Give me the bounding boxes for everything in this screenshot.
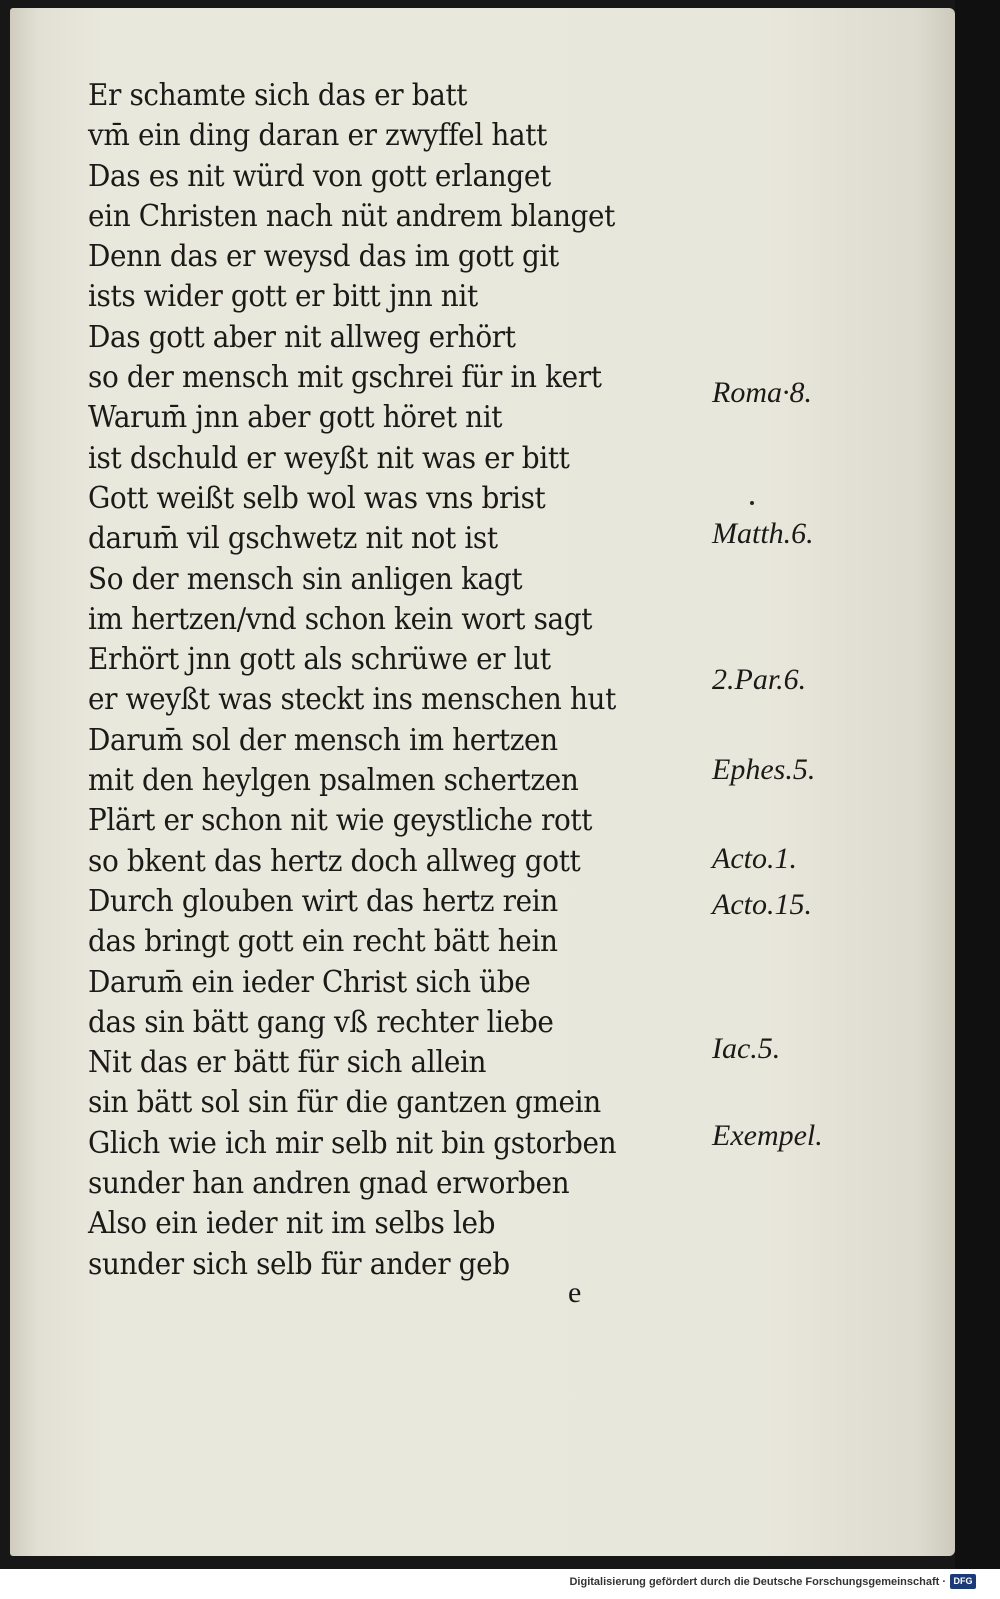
verse-line: Darum̄ ein ieder Christ sich übe	[88, 964, 531, 1000]
verse-line: ein Christen nach nüt andrem blanget	[88, 198, 616, 234]
verse-line: so bkent das hertz doch allweg gott	[88, 843, 581, 879]
verse-line: sin bätt sol sin für die gantzen gmein	[88, 1085, 601, 1121]
verse-line: Warum̄ jnn aber gott höret nit	[88, 400, 503, 436]
margin-reference: Exempel.	[712, 1119, 823, 1152]
verse-line: Glich wie ich mir selb nit bin gstorben	[88, 1125, 617, 1161]
verse-line: sunder han andren gnad erworben	[88, 1166, 570, 1202]
verse-line: Gott weißt selb wol was vns brist	[88, 480, 546, 516]
verse-line: ist dschuld er weyßt nit was er bitt	[88, 440, 570, 476]
verse-line: darum̄ vil gschwetz nit not ist	[88, 521, 498, 557]
verse-line: Erhört jnn gott als schrüwe er lut	[88, 642, 551, 678]
margin-reference: Acto.1.	[712, 842, 797, 875]
verse-line: im hertzen/vnd schon kein wort sagt	[88, 601, 593, 637]
margin-reference: Matth.6.	[712, 517, 814, 550]
margin-reference: Roma·8.	[712, 376, 812, 409]
verse-line: Also ein ieder nit im selbs leb	[88, 1206, 496, 1242]
funding-credit: Digitalisierung gefördert durch die Deutsche Forschungsgemeinschaft ·	[569, 1576, 946, 1588]
margin-reference: Iac.5.	[712, 1032, 781, 1065]
verse-text-block	[88, 76, 728, 1285]
verse-line: Denn das er weysd das im gott git	[88, 239, 559, 275]
verse-line: So der mensch sin anligen kagt	[88, 561, 523, 597]
book-edge-shadow	[955, 0, 1000, 1569]
margin-reference: 2.Par.6.	[712, 663, 807, 696]
verse-line: das sin bätt gang vß rechter liebe	[88, 1004, 554, 1040]
ink-speck	[750, 501, 754, 505]
signature-mark: e	[568, 1276, 582, 1309]
verse-line: das bringt gott ein recht bätt hein	[88, 924, 558, 960]
verse-line: mit den heylgen psalmen schertzen	[88, 763, 579, 799]
verse-line: Durch glouben wirt das hertz rein	[88, 883, 558, 919]
verse-line: Das es nit würd von gott erlanget	[88, 158, 551, 194]
verse-line: er weyßt was steckt ins menschen hut	[88, 682, 616, 718]
verse-line: Das gott aber nit allweg erhört	[88, 319, 516, 355]
verse-line: Nit das er bätt für sich allein	[88, 1045, 487, 1081]
verse-line: vm̄ ein ding daran er zwyffel hatt	[88, 118, 547, 154]
margin-reference: Acto.15.	[712, 888, 812, 921]
book-page	[10, 8, 955, 1556]
verse-line: Er schamte sich das er batt	[88, 78, 468, 113]
verse-line: sunder sich selb für ander geb	[88, 1246, 510, 1282]
verse-line: so der mensch mit gschrei für in kert	[88, 360, 602, 396]
verse-line: Plärt er schon nit wie geystliche rott	[88, 803, 593, 839]
verse-line: ists wider gott er bitt jnn nit	[88, 279, 478, 315]
margin-reference: Ephes.5.	[712, 753, 816, 786]
dfg-logo: DFG	[950, 1574, 976, 1589]
verse-line: Darum̄ sol der mensch im hertzen	[88, 722, 558, 758]
